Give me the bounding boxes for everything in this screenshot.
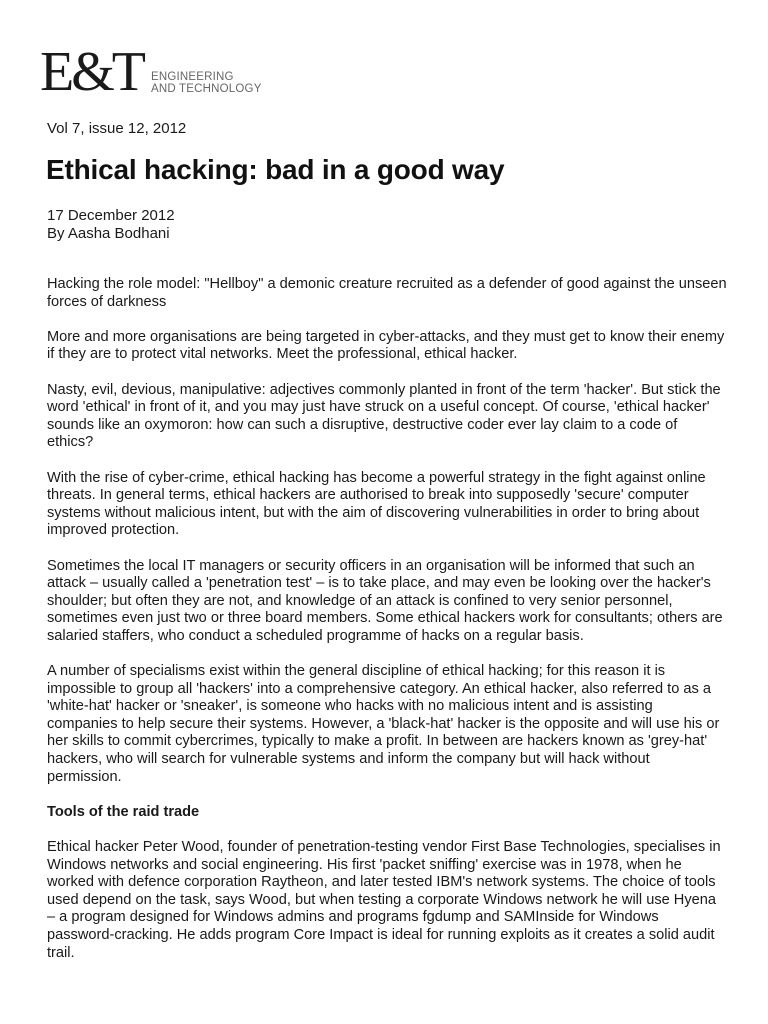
paragraph: Nasty, evil, devious, manipulative: adjectives commonly planted in front of the term 'hacker'. But stick the word 'ethical' in front of it, and you may just have struck on a useful concept. Of course, 'ethical hacker' sounds like an oxymoron: how can such a disruptive, destructive coder ever lay claim to a code of ethics?	[47, 381, 721, 451]
publication-logo	[40, 41, 262, 103]
logo-mark: E&T	[40, 41, 143, 103]
article-title: Ethical hacking: bad in a good way	[46, 154, 505, 185]
publish-date: 17 December 2012	[47, 207, 175, 224]
paragraph: Ethical hacker Peter Wood, founder of penetration-testing vendor First Base Technologies, specialises in Windows networks and social engineering. His first 'packet sniffing' exercise was in 1978, when he worked with defence corporation Raytheon, and later tested IBM's network systems. The choice of tools used depend on the task, says Wood, but when testing a corporate Windows network he will use Hyena – a program designed for Windows admins and programs fgdump and SAMInside for Windows password-cracking. He adds program Core Impact is ideal for running exploits as it creates a solid audit trail.	[47, 839, 721, 961]
paragraph: Sometimes the local IT managers or security officers in an organisation will be informed that such an attack – usually called a 'penetration test' – is to take place, and may even be looking over the hacker's shoulder; but often they are not, and knowledge of an attack is confined to very senior personnel, sometimes even just two or three board members. Some ethical hackers work for consultants; others are salaried staffers, who conduct a scheduled programme of hacks on a regular basis.	[47, 557, 723, 644]
logo-line-2: AND TECHNOLOGY	[150, 83, 262, 95]
byline: By Aasha Bodhani	[47, 225, 170, 242]
logo-wordmark	[151, 71, 262, 95]
section-heading: Tools of the raid trade	[47, 803, 200, 820]
logo-line-1: ENGINEERING	[150, 71, 234, 83]
paragraph: A number of specialisms exist within the general discipline of ethical hacking; for this reason it is impossible to group all 'hackers' into a comprehensive category. An ethical hacker, also referred to as a 'white-hat' hacker or 'sneaker', is someone who hacks with no malicious intent and is assisting companies to help secure their systems. However, a 'black-hat' hacker is the opposite and will use his or her skills to commit cybercrimes, typically to make a profit. In between are hackers known as 'grey-hat' hackers, who will search for vulnerable systems and inform the company but will hack without permission.	[47, 663, 720, 785]
article-body	[47, 276, 727, 980]
paragraph: More and more organisations are being targeted in cyber-attacks, and they must get to know their enemy if they are to protect vital networks. Meet the professional, ethical hacker.	[47, 328, 725, 363]
paragraph: Hacking the role model: "Hellboy" a demonic creature recruited as a defender of good against the unseen forces of darkness	[47, 276, 727, 310]
paragraph: With the rise of cyber-crime, ethical hacking has become a powerful strategy in the fight against online threats. In general terms, ethical hackers are authorised to break into supposedly 'secure' computer systems without malicious intent, but with the aim of discovering vulnerabilities in order to bring about improved protection.	[47, 469, 706, 539]
issue-info: Vol 7, issue 12, 2012	[47, 120, 187, 137]
article-meta	[47, 207, 175, 243]
